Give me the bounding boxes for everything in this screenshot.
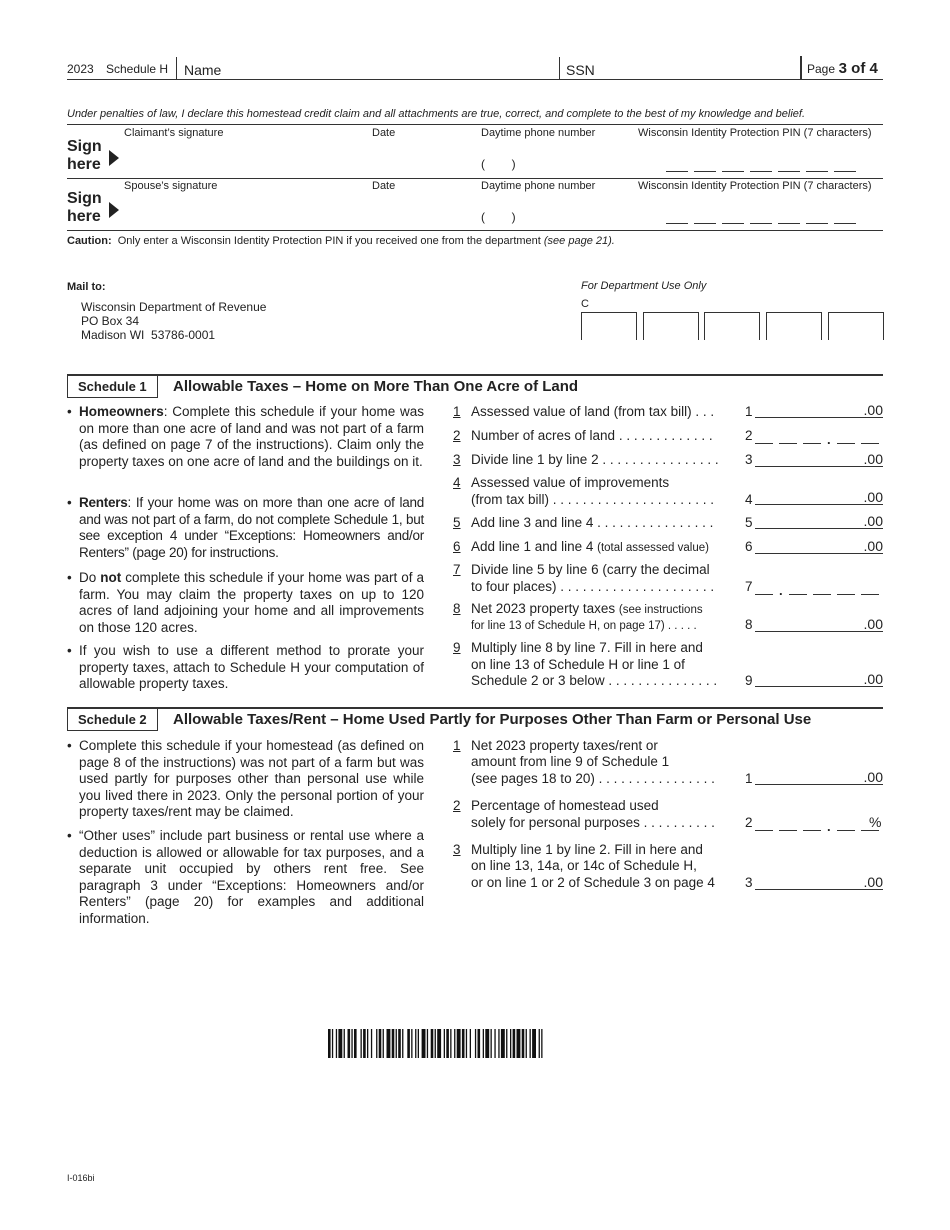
claimant-date-label: Date bbox=[372, 127, 396, 139]
spouse-phone-field[interactable]: ( ) bbox=[481, 210, 516, 224]
mail-to-label: Mail to: bbox=[67, 281, 106, 293]
schedule1-line2-input[interactable]: . bbox=[755, 432, 885, 447]
schedule1-line3-input[interactable]: .00 bbox=[755, 452, 883, 467]
schedule1-line6-input[interactable]: .00 bbox=[755, 539, 883, 554]
schedule2-line1-input[interactable]: .00 bbox=[755, 770, 883, 785]
spouse-pin-field[interactable] bbox=[666, 212, 862, 227]
bullet-icon: • bbox=[67, 643, 72, 658]
spouse-signature-label: Spouse’s signature bbox=[124, 180, 218, 192]
caution-note: Caution: Only enter a Wisconsin Identity Protection PIN if you received one from the department (see page 21). bbox=[67, 235, 615, 247]
schedule2-line3-input[interactable]: .00 bbox=[755, 875, 883, 890]
spouse-date-label: Date bbox=[372, 180, 396, 192]
percent-sign: % bbox=[869, 814, 882, 830]
bullet-icon: • bbox=[67, 738, 72, 753]
form-year: 2023 bbox=[67, 62, 94, 76]
bullet-icon: • bbox=[67, 404, 72, 419]
declaration-text: Under penalties of law, I declare this homestead credit claim and all attachments are true, correct, and complete to the best of my knowledge and belief. bbox=[67, 108, 806, 120]
spouse-date-field[interactable] bbox=[372, 195, 472, 225]
claimant-pin-field[interactable] bbox=[666, 160, 862, 175]
schedule1-bullet-prorate: If you wish to use a different method to prorate your property taxes, attach to Schedule H your computation of allowable property taxes. bbox=[79, 643, 424, 691]
mail-address-line1: Wisconsin Department of Revenue bbox=[81, 300, 267, 314]
name-label: Name bbox=[184, 62, 222, 78]
schedule1-label: Schedule 1 bbox=[67, 375, 158, 398]
schedule1-line8-input[interactable]: .00 bbox=[755, 617, 883, 632]
claimant-pin-label: Wisconsin Identity Protection PIN (7 characters) bbox=[638, 127, 872, 139]
mail-address-line3: Madison WI 53786-0001 bbox=[81, 328, 216, 342]
page-number: Page 3 of 4 bbox=[807, 60, 878, 77]
claimant-signature-field[interactable] bbox=[124, 142, 364, 172]
spouse-phone-label: Daytime phone number bbox=[481, 180, 596, 192]
schedule1-bullet-homeowners: Homeowners: Complete this schedule if your home was on more than one acre of land and was not part of a farm (as defined on page 7 of the instructions). Claim only the property taxes on one acre of land and the buildings on it. bbox=[79, 404, 424, 469]
spouse-pin-label: Wisconsin Identity Protection PIN (7 characters) bbox=[638, 180, 872, 192]
schedule1-line4-input[interactable]: .00 bbox=[755, 490, 883, 505]
schedule2-title: Allowable Taxes/Rent – Home Used Partly for Purposes Other Than Farm or Personal Use bbox=[173, 711, 812, 728]
schedule1-line1-input[interactable]: .00 bbox=[755, 403, 883, 418]
schedule2-label: Schedule 2 bbox=[67, 708, 158, 731]
dept-use-box bbox=[828, 312, 884, 340]
form-code: I-016bi bbox=[67, 1173, 95, 1183]
schedule1-line7-input[interactable]: . bbox=[755, 583, 885, 598]
schedule2-line2-input[interactable]: . bbox=[755, 819, 885, 834]
form-name: Schedule H bbox=[106, 62, 169, 76]
schedule1-bullet-renters: Renters: If your home was on more than one acre of land and was not part of a farm, do not complete Schedule 1, but see exception 4 under “Exceptions: Homeowners and/or Renters” (page 20) for instructions. bbox=[79, 495, 424, 560]
claimant-phone-label: Daytime phone number bbox=[481, 127, 596, 139]
dept-use-code: C bbox=[581, 298, 589, 310]
claimant-phone-field[interactable]: ( ) bbox=[481, 157, 516, 171]
ssn-label: SSN bbox=[566, 62, 595, 78]
schedule2-bullet-complete: Complete this schedule if your homestead (as defined on page 8 of the instructions) was not part of a farm but was used partly for purposes other than personal use while you lived there in 2023. Only the personal portion of your property taxes/rent may be claimed. bbox=[79, 738, 424, 819]
bullet-icon: • bbox=[67, 570, 72, 585]
claimant-date-field[interactable] bbox=[372, 142, 472, 172]
mail-address-line2: PO Box 34 bbox=[81, 314, 140, 328]
dept-use-label: For Department Use Only bbox=[581, 280, 707, 292]
dept-use-box bbox=[766, 312, 822, 340]
dept-use-box bbox=[704, 312, 760, 340]
spouse-signature-field[interactable] bbox=[124, 195, 364, 225]
bullet-icon: • bbox=[67, 828, 72, 843]
arrow-right-icon bbox=[109, 150, 119, 166]
arrow-right-icon bbox=[109, 202, 119, 218]
schedule1-line9-input[interactable]: .00 bbox=[755, 672, 883, 687]
schedule2-bullet-other-uses: “Other uses” include part business or rental use where a deduction is allowed or allowable for tax purposes, and a separate unit occupied by others rent free. See paragraph 3 under “Exceptions: Homeowners and/or Renters” (page 20) for examples and additional information. bbox=[79, 828, 424, 926]
barcode bbox=[328, 1029, 620, 1058]
bullet-icon: • bbox=[67, 495, 72, 510]
schedule1-title: Allowable Taxes – Home on More Than One Acre of Land bbox=[173, 378, 579, 395]
schedule1-bullet-farm: Do not complete this schedule if your home was part of a farm. You may claim the property taxes on up to 120 acres of land adjoining your home and all improvements on those 120 acres. bbox=[79, 570, 424, 635]
dept-use-box bbox=[581, 312, 637, 340]
schedule1-line5-input[interactable]: .00 bbox=[755, 514, 883, 529]
claimant-signature-label: Claimant’s signature bbox=[124, 127, 224, 139]
dept-use-box bbox=[643, 312, 699, 340]
